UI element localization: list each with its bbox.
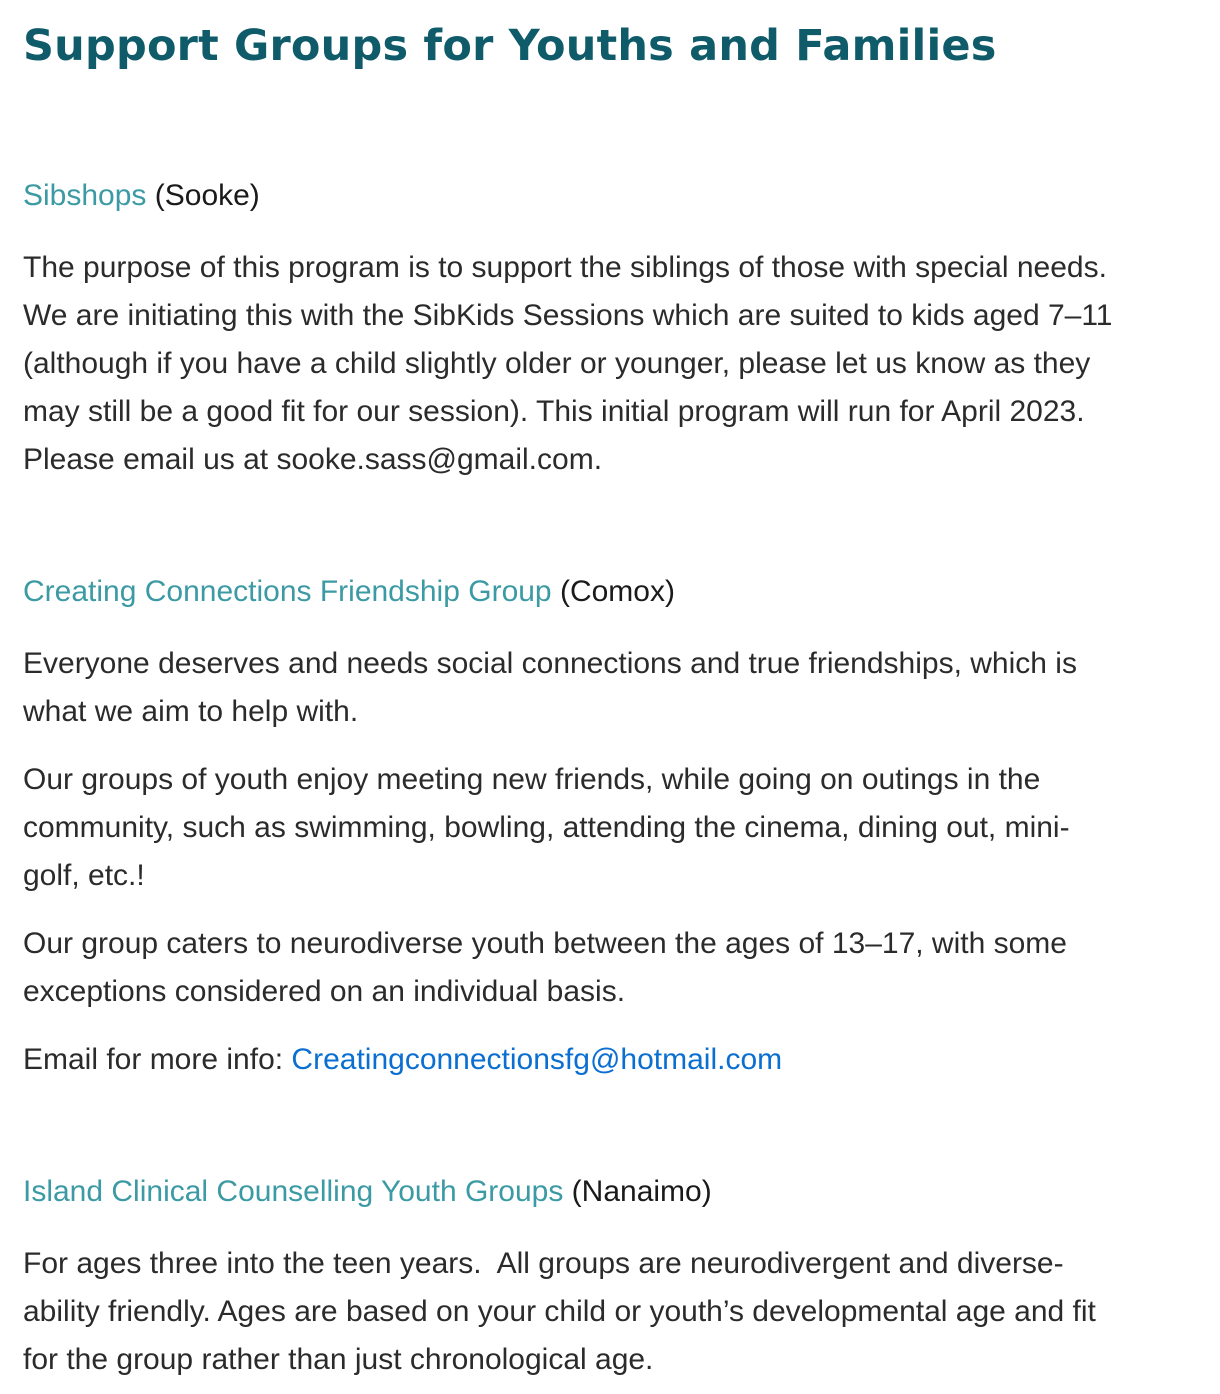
section-paragraph: Our group caters to neurodiverse youth between the ages of 13–17, with some exceptions considered on an individual basis. <box>23 927 1067 1008</box>
email-link[interactable]: Creatingconnectionsfg@hotmail.com <box>291 1043 783 1076</box>
section-sibshops <box>23 176 1133 484</box>
section-heading <box>23 1172 1133 1212</box>
email-line <box>23 1036 1133 1084</box>
section-location: (Nanaimo) <box>563 1175 712 1208</box>
section-paragraph: Our groups of youth enjoy meeting new friends, while going on outings in the community, such as swimming, bowling, attending the cinema, dining out, mini-golf, etc.! <box>23 763 1070 892</box>
section-island-clinical <box>23 1172 1133 1384</box>
island-clinical-link[interactable]: Island Clinical Counselling Youth Groups <box>23 1175 564 1208</box>
section-heading <box>23 176 1133 216</box>
section-location: (Sooke) <box>146 179 260 212</box>
section-heading <box>23 572 1133 612</box>
section-paragraph: Everyone deserves and needs social connections and true friendships, which is what we aim to help with. <box>23 647 1077 728</box>
section-creating-connections <box>23 572 1133 1084</box>
section-location: (Comox) <box>551 575 675 608</box>
page-title: Support Groups for Youths and Families <box>23 21 997 71</box>
section-paragraph: For ages three into the teen years. All groups are neurodivergent and diverse-ability friendly. Ages are based on your child or youth’s developmental age and fit for the group rather than just chronological age. <box>23 1247 1096 1376</box>
sibshops-link[interactable]: Sibshops <box>23 179 147 212</box>
section-paragraph: The purpose of this program is to support the siblings of those with special needs. We are initiating this with the SibKids Sessions which are suited to kids aged 7–11 (although if you have a child slightly older or younger, please let us know as they may still be a good fit for our session). This initial program will run for April 2023. Please email us at sooke.sass@gmail.com. <box>23 251 1113 476</box>
email-label: Email for more info: <box>23 1043 292 1076</box>
creating-connections-link[interactable]: Creating Connections Friendship Group <box>23 575 552 608</box>
